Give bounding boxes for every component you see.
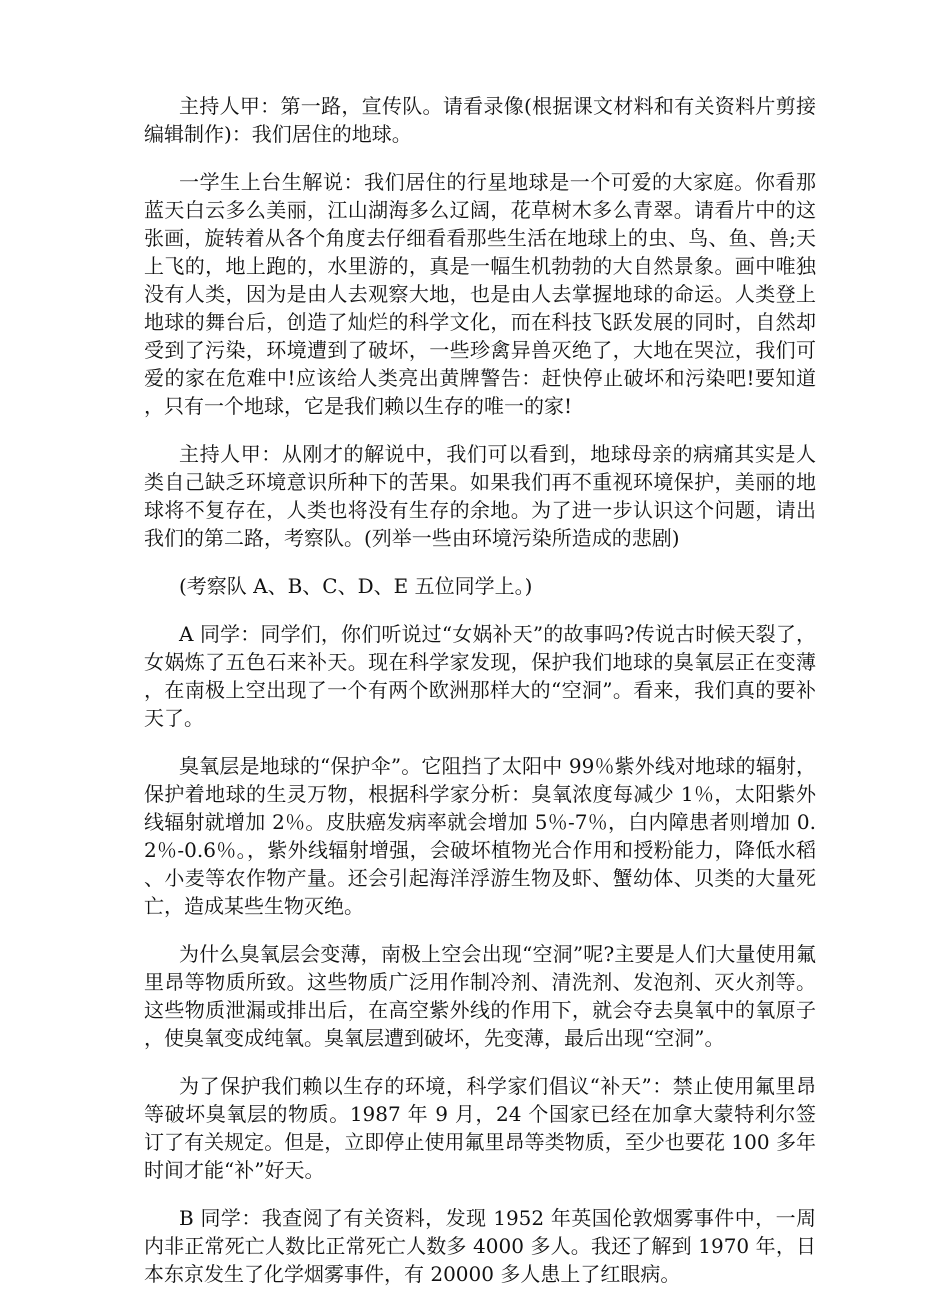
document-page [144,92,816,1308]
paragraph-host-transition: 主持人甲：从刚才的解说中，我们可以看到，地球母亲的病痛其实是人类自己缺乏环境意识所种下的苦果。如果我们再不重视环境保护，美丽的地球将不复存在，人类也将没有生存的余地。为了进一步认识这个问题，请出我们的第二路，考察队。(列举一些由环境污染所造成的悲剧) [144,442,816,550]
paragraph-stage-direction: (考察队 A、B、C、D、E 五位同学上。) [179,574,533,598]
paragraph-repair-sky: 为了保护我们赖以生存的环境，科学家们倡议“补天”：禁止使用氟里昂等破坏臭氧层的物质。1987 年 9 月，24 个国家已经在加拿大蒙特利尔签订了有关规定。但是，立即停止使用氟里昂等类物质，至少也要花 100 多年时间才能“补”好天。 [144,1074,816,1182]
paragraph-student-narration: 一学生上台生解说：我们居住的行星地球是一个可爱的大家庭。你看那蓝天白云多么美丽，江山湖海多么辽阔，花草树木多么青翠。请看片中的这张画，旋转着从各个角度去仔细看看那些生活在地球上的虫、鸟、鱼、兽;天上飞的，地上跑的，水里游的，真是一幅生机勃勃的大自然景象。画中唯独没有人类，因为是由人去观察大地，也是由人去掌握地球的命运。人类登上地球的舞台后，创造了灿烂的科学文化，而在科技飞跃发展的同时，自然却受到了污染，环境遭到了破坏，一些珍禽异兽灭绝了，大地在哭泣，我们可爱的家在危难中!应该给人类亮出黄牌警告：赶快停止破坏和污染吧!要知道，只有一个地球，它是我们赖以生存的唯一的家! [144,170,816,418]
paragraph-student-b: B 同学：我查阅了有关资料，发现 1952 年英国伦敦烟雾事件中，一周内非正常死亡人数比正常死亡人数多 4000 多人。我还了解到 1970 年，日本东京发生了化学烟雾事件，有 20000 多人患上了红眼病。 [144,1206,816,1286]
paragraph-host-intro: 主持人甲：第一路，宣传队。请看录像(根据课文材料和有关资料片剪接编辑制作)：我们居住的地球。 [144,94,816,146]
paragraph-ozone-hole-cause: 为什么臭氧层会变薄，南极上空会出现“空洞”呢?主要是人们大量使用氟里昂等物质所致。这些物质广泛用作制冷剂、清洗剂、发泡剂、灭火剂等。这些物质泄漏或排出后，在高空紫外线的作用下，就会夺去臭氧中的氧原子，使臭氧变成纯氧。臭氧层遭到破坏，先变薄，最后出现“空洞”。 [144,942,816,1050]
paragraph-student-a: A 同学：同学们，你们听说过“女娲补天”的故事吗?传说古时候天裂了，女娲炼了五色石来补天。现在科学家发现，保护我们地球的臭氧层正在变薄，在南极上空出现了一个有两个欧洲那样大的“空洞”。看来，我们真的要补天了。 [144,622,816,730]
paragraph-ozone-shield: 臭氧层是地球的“保护伞”。它阻挡了太阳中 99％紫外线对地球的辐射，保护着地球的生灵万物，根据科学家分析：臭氧浓度每减少 1％，太阳紫外线辐射就增加 2％。皮肤癌发病率就会增加 5％-7％，白内障患者则增加 0.2％-0.6％。，紫外线辐射增强，会破坏植物光合作用和授粉能力，降低水稻、小麦等农作物产量。还会引起海洋浮游生物及虾、蟹幼体、贝类的大量死亡，造成某些生物灭绝。 [144,754,816,918]
